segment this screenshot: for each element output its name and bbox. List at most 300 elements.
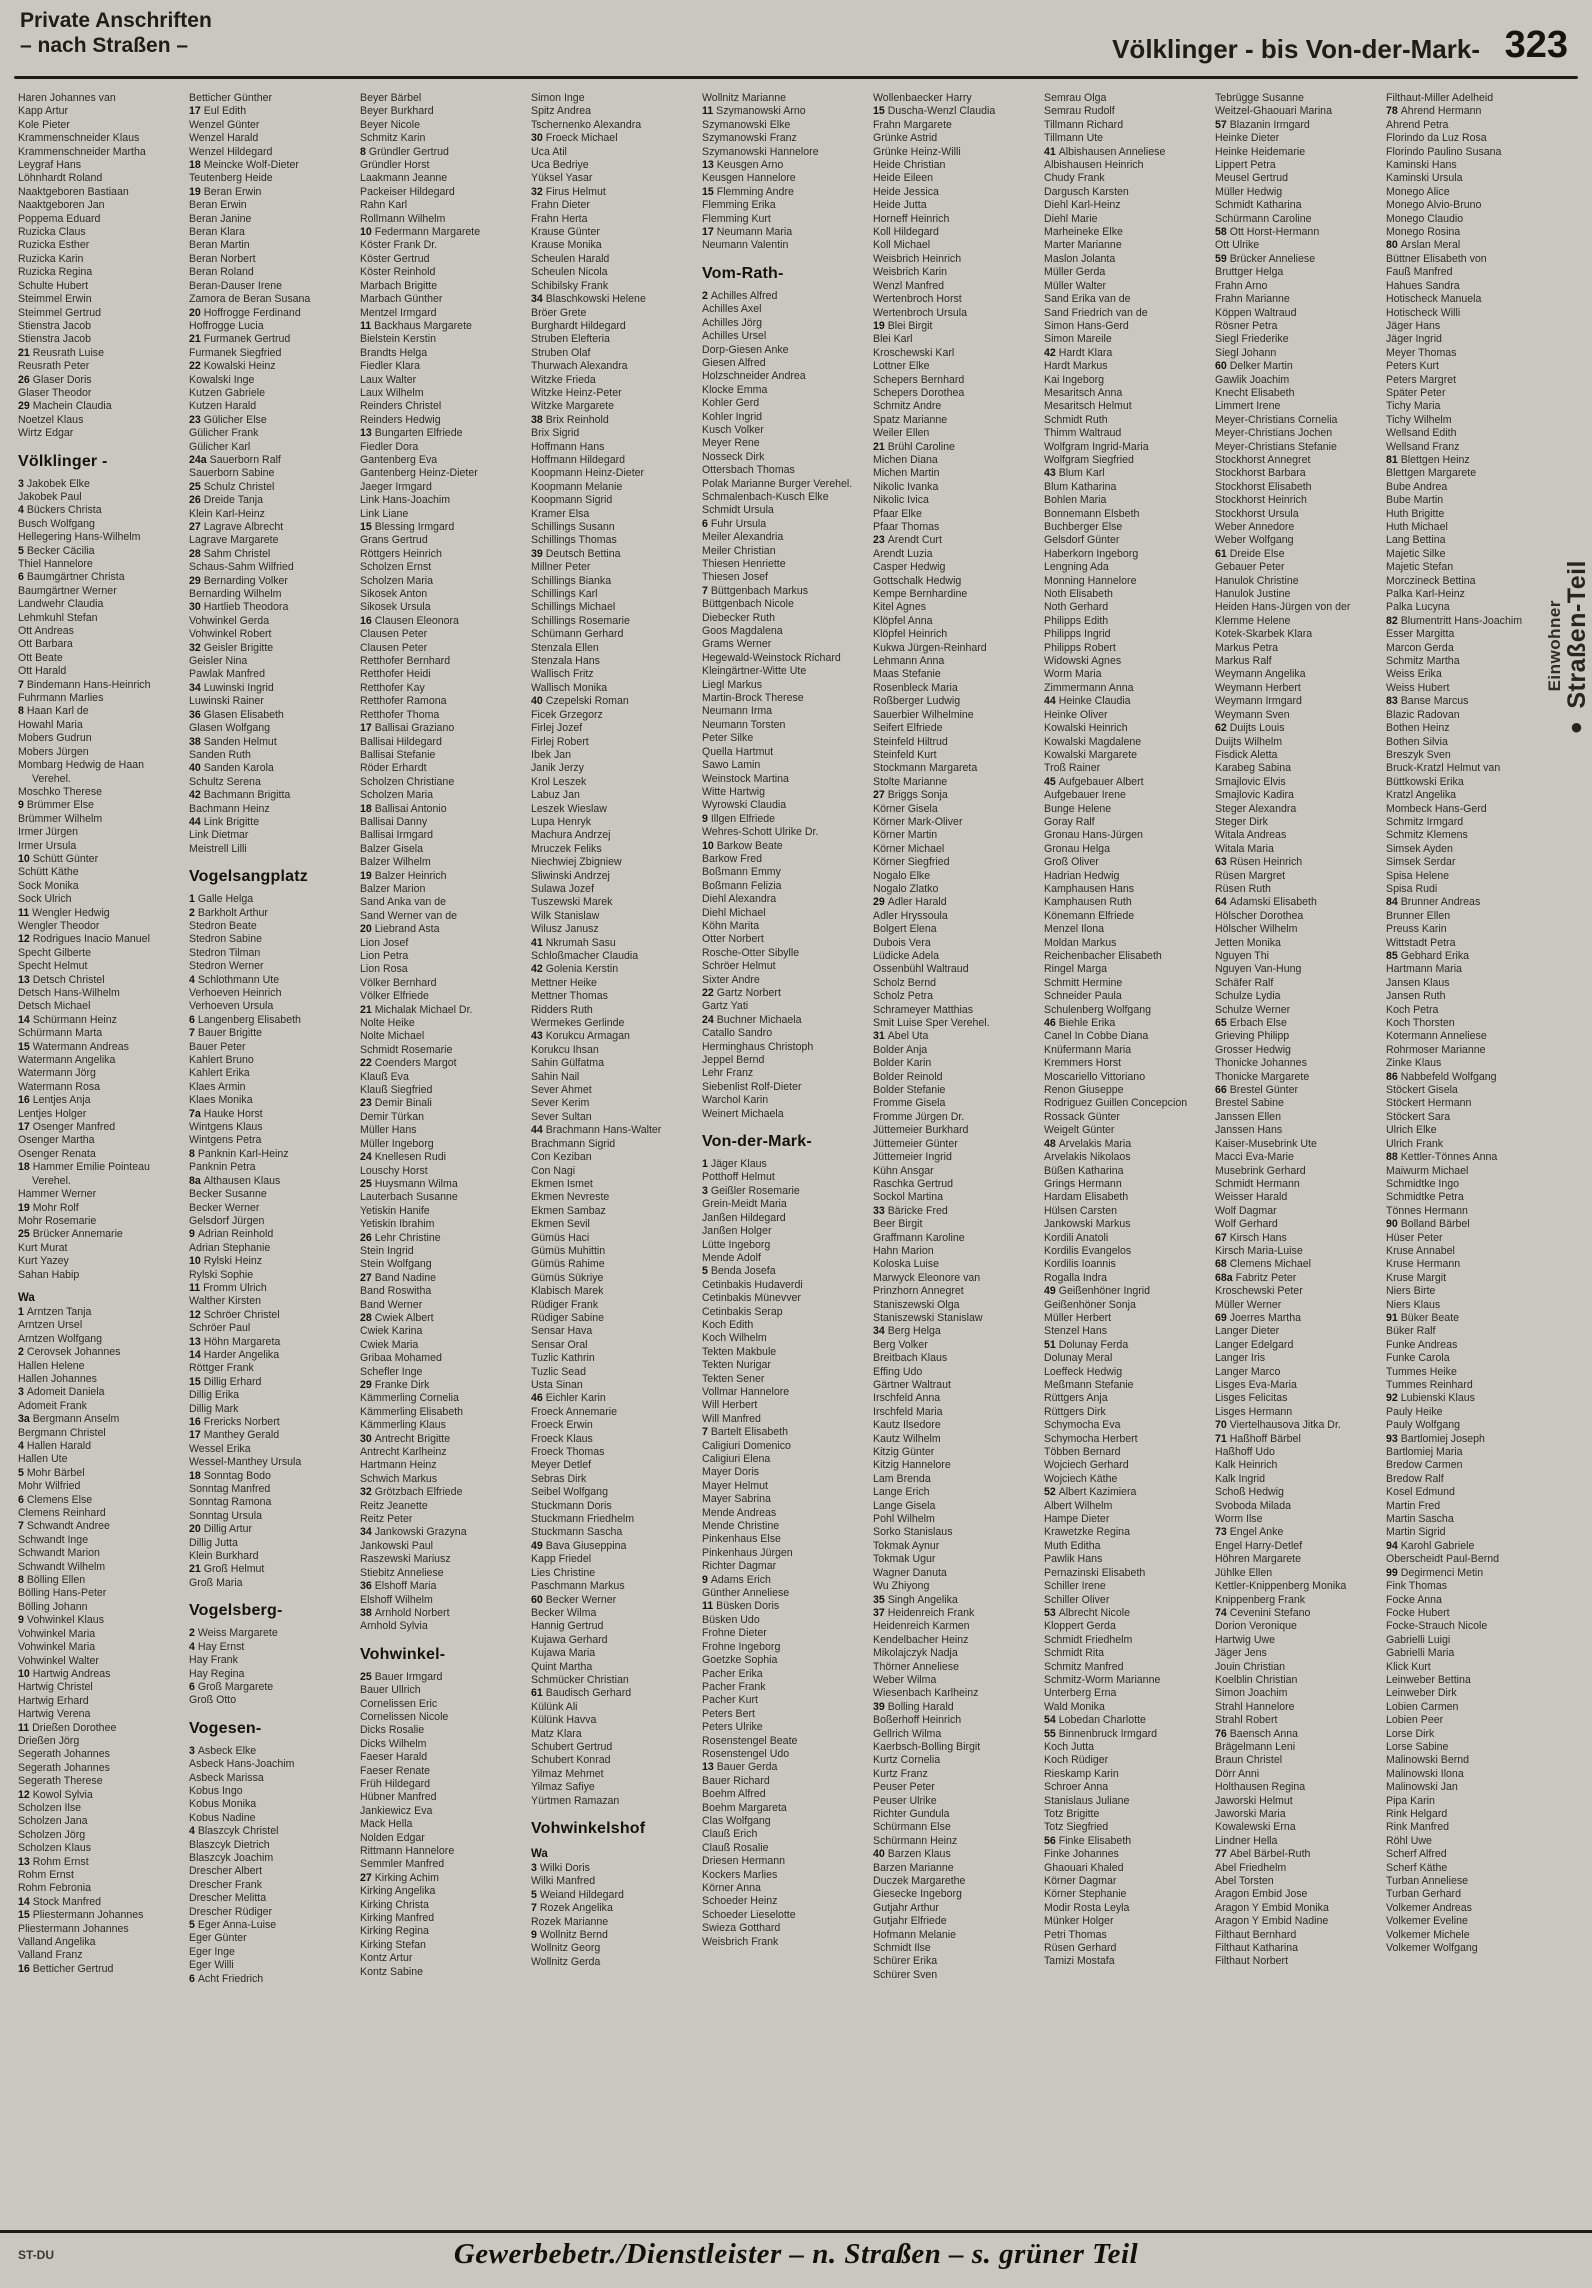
directory-entry: Körner Mark-Oliver: [873, 815, 963, 828]
directory-entry: Siegl Johann: [1215, 346, 1277, 359]
street-subheading: Wa: [531, 1848, 548, 1860]
directory-entry: Howahl Maria: [18, 718, 83, 731]
directory-entry: 73 Engel Anke: [1215, 1526, 1284, 1539]
directory-entry: Clauß Erich: [702, 1828, 758, 1841]
page-title: [20, 8, 212, 58]
directory-entry: Jansen Klaus: [1386, 976, 1450, 989]
directory-entry: Clausen Peter: [360, 628, 428, 641]
directory-entry: Wiesenbach Karlheinz: [873, 1687, 979, 1700]
directory-entry: Hoffrogge Lucia: [189, 319, 264, 332]
directory-entry: 93 Bartlomiej Joseph: [1386, 1432, 1485, 1445]
directory-entry: Koch Edith: [702, 1318, 754, 1331]
directory-entry: Cwiek Karina: [360, 1325, 423, 1338]
directory-entry: Scholzen Christiane: [360, 775, 455, 788]
directory-entry: Peters Ulrike: [702, 1721, 763, 1734]
directory-entry: Spitz Andrea: [531, 105, 592, 118]
directory-entry: Mombeck Hans-Gerd: [1386, 802, 1487, 815]
directory-entry: Reichenbacher Elisabeth: [1044, 950, 1162, 962]
directory-entry: Funke Carola: [1386, 1352, 1450, 1365]
directory-entry: Paschmann Markus: [531, 1580, 625, 1593]
directory-entry: 36 Elshoff Maria: [360, 1580, 437, 1593]
directory-entry: Seifert Elfriede: [873, 722, 943, 735]
directory-entry: Tamizi Mostafa: [1044, 1955, 1115, 1968]
directory-entry: Busch Wolfgang: [18, 517, 95, 530]
directory-entry: Funke Andreas: [1386, 1338, 1458, 1351]
directory-entry: Laux Wilhelm: [360, 386, 424, 399]
directory-entry: Schröer Helmut: [702, 960, 776, 973]
directory-entry: 13 Höhn Margareta: [189, 1335, 281, 1348]
directory-entry: Tekten Makbule: [702, 1345, 777, 1358]
directory-entry: Macci Eva-Marie: [1215, 1151, 1294, 1164]
directory-entry: Marwyck Eleonore van: [873, 1271, 981, 1284]
directory-entry: Duijts Wilhelm: [1215, 735, 1283, 748]
directory-entry: Heide Eileen: [873, 172, 934, 185]
directory-entry: Klocke Emma: [702, 383, 768, 396]
directory-entry: Balzer Wilhelm: [360, 856, 431, 869]
directory-entry: Mayer Helmut: [702, 1479, 768, 1492]
directory-entry: Weiler Ellen: [873, 427, 930, 440]
directory-entry: Hölscher Wilhelm: [1215, 923, 1298, 936]
directory-entry: Stockhorst Annegret: [1215, 453, 1311, 466]
directory-entry: Ekmen Ismet: [531, 1177, 593, 1190]
directory-entry: Beran Klara: [189, 226, 245, 239]
directory-entry: Link Liane: [360, 507, 409, 520]
directory-entry: Bielstein Kerstin: [360, 333, 436, 346]
directory-entry: Koopmann Sigrid: [531, 494, 613, 507]
directory-entry: Vollmar Hannelore: [702, 1385, 790, 1398]
directory-entry: Retthofer Ramona: [360, 695, 447, 708]
side-tab-einwohner-label: Einwohner: [1545, 600, 1564, 692]
directory-entry: Gülicher Karl: [189, 440, 251, 453]
directory-entry: Yetiskin Ibrahim: [360, 1218, 435, 1231]
directory-entry: Driesen Hermann: [702, 1855, 786, 1868]
directory-entry: Bothen Silvia: [1386, 735, 1448, 748]
directory-entry: Lehr Franz: [702, 1067, 754, 1080]
directory-entry: Wertenbroch Horst: [873, 293, 962, 306]
directory-entry: Lindner Hella: [1215, 1834, 1278, 1847]
directory-entry: Wenzel Hildegard: [189, 145, 273, 158]
directory-entry: Könemann Elfriede: [1044, 909, 1135, 922]
directory-entry: Eger Willi: [189, 1959, 234, 1972]
directory-entry: Achilles Axel: [702, 303, 762, 316]
directory-entry: Fauß Manfred: [1386, 266, 1453, 279]
directory-entry: 4 Bückers Christa: [18, 504, 102, 517]
directory-entry: 31 Abel Uta: [873, 1030, 929, 1043]
directory-entry: Koloska Luise: [873, 1258, 939, 1271]
directory-entry: 4 Hay Ernst: [189, 1640, 245, 1653]
directory-entry: Heide Christian: [873, 159, 946, 172]
directory-entry: Warchol Karin: [702, 1094, 769, 1107]
directory-entry: Schürmann Marta: [18, 1027, 103, 1040]
directory-entry: Cetinbakis Serap: [702, 1305, 783, 1318]
directory-entry: Kujawa Gerhard: [531, 1633, 608, 1646]
directory-entry: Kautz Wilhelm: [873, 1432, 941, 1445]
directory-entry: Brestel Sabine: [1215, 1097, 1284, 1110]
directory-entry: Marbach Günther: [360, 293, 443, 306]
directory-entry: Wertenbroch Ursula: [873, 306, 968, 319]
directory-entry: Sever Ahmet: [531, 1084, 592, 1097]
directory-entry: Kaiser-Musebrink Ute: [1215, 1137, 1317, 1150]
directory-entry: Volkemer Michele: [1386, 1928, 1470, 1941]
directory-entry: 27 Lagrave Albrecht: [189, 521, 284, 533]
directory-entry: Catallo Sandro: [702, 1027, 773, 1040]
directory-entry: Scherf Käthe: [1386, 1861, 1448, 1874]
directory-entry: Fiedler Dora: [360, 440, 419, 453]
directory-entry: Gellrich Wilma: [873, 1727, 942, 1740]
directory-entry: Mombarg Hedwig de Haan Verehel.: [18, 759, 145, 785]
directory-entry: 5 Becker Cäcilia: [18, 544, 95, 557]
directory-entry: Jäger Ingrid: [1386, 333, 1442, 346]
directory-entry: Bolder Reinold: [873, 1070, 943, 1083]
directory-entry: Dicks Rosalie: [360, 1724, 425, 1737]
directory-entry: Peuser Ulrike: [873, 1794, 937, 1807]
directory-entry: Witte Hartwig: [702, 785, 765, 798]
directory-entry: Rüsen Margret: [1215, 869, 1286, 882]
directory-entry: Rollmann Wilhelm: [360, 212, 446, 225]
directory-entry: Höhren Margarete: [1215, 1553, 1301, 1566]
directory-entry: Zamora de Beran Susana: [189, 293, 311, 306]
directory-entry: Clas Wolfgang: [702, 1814, 771, 1827]
directory-entry: 34 Berg Helga: [873, 1325, 941, 1338]
directory-entry: Sauerbier Wilhelmine: [873, 708, 974, 721]
directory-entry: Jouin Christian: [1215, 1660, 1286, 1673]
directory-entry: 16 Lentjes Anja: [18, 1094, 91, 1107]
directory-entry: Will Manfred: [702, 1412, 761, 1425]
directory-entry: Rieskamp Karin: [1044, 1767, 1119, 1780]
directory-entry: Lengning Ada: [1044, 561, 1109, 574]
directory-entry: Hanulok Christine: [1215, 574, 1299, 587]
directory-entry: Nolden Edgar: [360, 1831, 425, 1844]
directory-entry: Vohwinkel Robert: [189, 628, 272, 641]
directory-entry: Meyer-Christians Stefanie: [1215, 440, 1337, 453]
directory-entry: Goos Magdalena: [702, 625, 783, 638]
directory-entry: Malinowski Jan: [1386, 1781, 1458, 1794]
directory-entry: Rüdiger Frank: [531, 1298, 599, 1311]
directory-entry: Weisser Harald: [1215, 1191, 1288, 1204]
directory-entry: Kämmerling Elisabeth: [360, 1405, 464, 1418]
directory-entry: Clausen Peter: [360, 641, 428, 654]
directory-entry: Grieving Philipp: [1215, 1030, 1290, 1043]
directory-entry: Rosenbleck Maria: [873, 681, 958, 694]
directory-entry: Cetinbakis Münevver: [702, 1292, 801, 1305]
directory-entry: Schaus-Sahm Wilfried: [189, 561, 294, 574]
directory-entry: Stockmann Margareta: [873, 762, 978, 775]
directory-entry: Holzschneider Andrea: [702, 370, 806, 383]
directory-entry: Schibilsky Frank: [531, 279, 609, 292]
directory-entry: Kitel Agnes: [873, 601, 927, 614]
directory-entry: Matz Klara: [531, 1727, 582, 1740]
page-footer: [0, 2238, 1592, 2288]
directory-entry: Jüttemeier Ingrid: [873, 1151, 952, 1164]
directory-entry: Steinfeld Hiltrud: [873, 735, 948, 748]
directory-entry: Schulze Lydia: [1215, 990, 1281, 1003]
directory-entry: Wirtz Edgar: [18, 427, 74, 440]
directory-entry: Tuzlic Sead: [531, 1365, 586, 1378]
directory-entry: Ott Harald: [18, 665, 67, 678]
directory-entry: Diehl Alexandra: [702, 893, 777, 906]
directory-entry: Müller Walter: [1044, 279, 1107, 292]
directory-entry: Simsek Serdar: [1386, 856, 1456, 869]
directory-entry: Schmitz Andre: [873, 400, 942, 413]
directory-entry: Weymann Angelika: [1215, 668, 1306, 681]
directory-entry: Swieza Gotthard: [702, 1922, 781, 1935]
directory-entry: Klein Burkhard: [189, 1550, 259, 1563]
directory-entry: Monego Alice: [1386, 185, 1450, 198]
directory-entry: Wolf Gerhard: [1215, 1218, 1278, 1231]
directory-entry: Mayer Sabrina: [702, 1493, 771, 1506]
directory-entry: Arntzen Wolfgang: [18, 1332, 103, 1345]
directory-entry: 28 Cwiek Albert: [360, 1311, 434, 1324]
directory-entry: Klauß Siegfried: [360, 1084, 433, 1097]
directory-entry: Schmidtke Ingo: [1386, 1177, 1460, 1190]
directory-entry: Schürer Erika: [873, 1955, 938, 1968]
directory-entry: Pipa Karin: [1386, 1794, 1435, 1807]
directory-entry: Többen Bernard: [1044, 1446, 1121, 1459]
directory-entry: Cornelissen Eric: [360, 1697, 438, 1710]
directory-entry: Nikolic Ivica: [873, 494, 929, 507]
directory-entry: Krammenschneider Klaus: [18, 132, 140, 145]
directory-entry: Cwiek Maria: [360, 1338, 419, 1351]
directory-entry: 41 Albishausen Anneliese: [1044, 145, 1166, 158]
directory-entry: Niechwiej Zbigniew: [531, 856, 622, 869]
directory-entry: Kautz Ilsedore: [873, 1419, 941, 1432]
directory-entry: Pliestermann Johannes: [18, 1922, 129, 1935]
directory-entry: Stenzala Hans: [531, 655, 600, 668]
directory-entry: Dorp-Giesen Anke: [702, 343, 789, 356]
directory-entry: Schultz Serena: [189, 775, 261, 788]
directory-entry: Weigelt Günter: [1044, 1124, 1115, 1137]
directory-entry: Janssen Hans: [1215, 1124, 1283, 1137]
directory-column: [360, 92, 523, 2226]
directory-entry: Kosel Edmund: [1386, 1486, 1455, 1499]
directory-entry: Schürmann Caroline: [1215, 212, 1312, 225]
directory-entry: Stienstra Jacob: [18, 333, 92, 346]
directory-entry: Marheineke Elke: [1044, 226, 1123, 239]
directory-entry: Staniszewski Stanislaw: [873, 1311, 983, 1324]
directory-entry: Hannig Gertrud: [531, 1620, 604, 1633]
directory-entry: Klaes Armin: [189, 1080, 246, 1093]
directory-entry: Szymanowski Hannelore: [702, 145, 819, 158]
directory-entry: Langer Edelgard: [1215, 1338, 1294, 1351]
directory-entry: Büttkowski Erika: [1386, 775, 1464, 788]
directory-entry: Hahn Marion: [873, 1244, 934, 1257]
directory-entry: Kettler-Knippenberg Monika: [1215, 1580, 1347, 1593]
directory-entry: Arvelakis Nikolaos: [1044, 1151, 1131, 1164]
directory-entry: Kitzig Günter: [873, 1446, 935, 1459]
directory-entry: Tekten Sener: [702, 1372, 765, 1385]
directory-entry: Krause Monika: [531, 239, 602, 252]
directory-entry: Frohne Ingeborg: [702, 1640, 781, 1653]
directory-entry: 53 Albrecht Nicole: [1044, 1606, 1130, 1619]
directory-entry: Filthaut-Miller Adelheid: [1386, 92, 1494, 104]
directory-entry: Sock Ulrich: [18, 893, 72, 906]
directory-entry: Vohwinkel Maria: [18, 1627, 96, 1640]
directory-entry: Hüser Peter: [1386, 1231, 1443, 1244]
directory-entry: Köppen Waltraud: [1215, 306, 1297, 319]
directory-entry: Kalk Heinrich: [1215, 1459, 1278, 1472]
directory-entry: Volkemer Wolfgang: [1386, 1942, 1478, 1955]
directory-entry: Semrau Rudolf: [1044, 105, 1115, 118]
directory-entry: Adrian Stephanie: [189, 1241, 271, 1254]
directory-entry: Mohr Rosemarie: [18, 1214, 97, 1227]
directory-entry: Schiller Irene: [1044, 1580, 1106, 1593]
directory-entry: Weymann Sven: [1215, 708, 1290, 721]
directory-entry: Firlej Robert: [531, 735, 589, 748]
directory-entry: Simon Mareile: [1044, 333, 1112, 346]
directory-entry: Ruzicka Karin: [18, 252, 84, 265]
directory-entry: Pauly Wolfgang: [1386, 1419, 1461, 1432]
directory-entry: Ballisai Stefanie: [360, 748, 436, 761]
directory-entry: 14 Schürmann Heinz: [18, 1013, 117, 1026]
directory-entry: Hotischeck Willi: [1386, 306, 1461, 319]
directory-entry: Stiebitz Anneliese: [360, 1566, 444, 1579]
directory-entry: Früh Hildegard: [360, 1777, 431, 1790]
directory-entry: Kusch Volker: [702, 423, 764, 436]
directory-entry: Arendt Luzia: [873, 547, 933, 560]
directory-entry: 68a Fabritz Peter: [1215, 1271, 1297, 1284]
directory-entry: Rossack Günter: [1044, 1110, 1120, 1123]
directory-entry: Witzke Margarete: [531, 400, 615, 413]
directory-entry: 22 Coenders Margot: [360, 1057, 457, 1070]
directory-entry: Tummes Heike: [1386, 1365, 1457, 1378]
directory-entry: Dörr Anni: [1215, 1767, 1260, 1780]
directory-entry: Thiesen Henriette: [702, 558, 786, 570]
directory-entry: 44 Link Brigitte: [189, 815, 260, 828]
directory-entry: Schillings Karl: [531, 588, 598, 601]
directory-entry: Kroschewski Karl: [873, 346, 955, 359]
directory-entry: Wallisch Fritz: [531, 668, 594, 681]
directory-entry: Kotek-Skarbek Klara: [1215, 628, 1313, 641]
directory-entry: Stein Ingrid: [360, 1244, 414, 1257]
directory-entry: Schäfer Ralf: [1215, 976, 1274, 989]
directory-entry: Brägelmann Leni: [1215, 1740, 1296, 1753]
directory-entry: Beran Norbert: [189, 252, 256, 265]
directory-entry: Ossenbühl Waltraud: [873, 963, 969, 976]
directory-entry: Diebecker Ruth: [702, 611, 776, 624]
directory-entry: Scholz Petra: [873, 990, 934, 1003]
directory-entry: Stuckmann Doris: [531, 1499, 612, 1512]
directory-entry: Pernazinski Elisabeth: [1044, 1566, 1146, 1579]
directory-entry: Totz Brigitte: [1044, 1808, 1100, 1820]
directory-entry: Ballisai Hildegard: [360, 735, 442, 748]
directory-entry: Semrau Olga: [1044, 92, 1107, 104]
directory-entry: Langer Dieter: [1215, 1325, 1280, 1338]
directory-entry: Langer Iris: [1215, 1352, 1266, 1365]
directory-entry: Stenzel Hans: [1044, 1325, 1108, 1338]
directory-entry: 88 Kettler-Tönnes Anna: [1386, 1151, 1498, 1164]
directory-entry: Martin-Brock Therese: [702, 692, 804, 705]
directory-entry: 46 Biehle Erika: [1044, 1017, 1116, 1030]
directory-entry: 17 Ballisai Graziano: [360, 722, 455, 735]
directory-entry: Kobus Ingo: [189, 1784, 243, 1797]
directory-entry: Rüsen Ruth: [1215, 882, 1271, 895]
directory-entry: Will Herbert: [702, 1399, 758, 1412]
directory-entry: 32 Grötzbach Elfriede: [360, 1486, 463, 1499]
directory-entry: Drescher Melitta: [189, 1892, 267, 1905]
directory-entry: Schmitz-Worm Marianne: [1044, 1673, 1161, 1686]
directory-entry: 13 Bungarten Elfriede: [360, 427, 463, 440]
directory-entry: Widowski Agnes: [1044, 655, 1122, 668]
directory-entry: 11 Szymanowski Arno: [702, 105, 806, 118]
directory-entry: Richter Dagmar: [702, 1560, 777, 1573]
directory-entry: 21 Reusrath Luise: [18, 346, 104, 359]
directory-entry: 9 Illgen Elfriede: [702, 812, 776, 825]
directory-entry: Scherf Alfred: [1386, 1848, 1447, 1861]
directory-entry: Kole Pieter: [18, 118, 70, 131]
directory-entry: Hallen Ute: [18, 1453, 68, 1466]
directory-entry: Tummes Reinhard: [1386, 1379, 1473, 1391]
directory-entry: Heinke Oliver: [1044, 708, 1108, 721]
directory-entry: Raszewski Mariusz: [360, 1553, 451, 1566]
directory-entry: 38 Arnhold Norbert: [360, 1606, 450, 1619]
directory-entry: Bauer Peter: [189, 1040, 246, 1053]
directory-entry: Bölling Johann: [18, 1600, 88, 1613]
directory-entry: Fromme Gisela: [873, 1097, 946, 1110]
directory-entry: Cornelissen Nicole: [360, 1710, 449, 1723]
directory-entry: Otter Norbert: [702, 933, 764, 946]
directory-entry: Fink Thomas: [1386, 1580, 1448, 1593]
directory-entry: Thörner Anneliese: [873, 1660, 959, 1673]
directory-entry: Bernarding Wilhelm: [189, 588, 282, 601]
directory-entry: Watermann Jörg: [18, 1067, 96, 1080]
directory-entry: Frahn Marianne: [1215, 293, 1290, 306]
directory-entry: 1 Galle Helga: [189, 893, 254, 906]
directory-entry: Stockhorst Ursula: [1215, 507, 1299, 520]
directory-entry: 25 Brücker Annemarie: [18, 1228, 123, 1241]
directory-entry: Weber Wilma: [873, 1673, 937, 1686]
directory-entry: Froeck Annemarie: [531, 1405, 617, 1418]
directory-entry: Kämmerling Klaus: [360, 1419, 446, 1432]
directory-entry: Gronau Helga: [1044, 842, 1110, 855]
directory-entry: Hartwig Christel: [18, 1681, 93, 1694]
directory-entry: 15 Dillig Erhard: [189, 1375, 262, 1388]
directory-entry: Machura Andrzej: [531, 829, 611, 842]
directory-entry: Specht Helmut: [18, 960, 88, 973]
directory-entry: Burghardt Hildegard: [531, 319, 626, 332]
directory-entry: Worm Maria: [1044, 668, 1102, 681]
directory-entry: Ekmen Nevreste: [531, 1191, 610, 1204]
directory-entry: Klaes Monika: [189, 1094, 253, 1107]
directory-entry: 36 Glasen Elisabeth: [189, 708, 284, 721]
directory-entry: Schulze Werner: [1215, 1003, 1291, 1016]
directory-entry: Kordili Anatoli: [1044, 1231, 1109, 1244]
directory-entry: 13 Bauer Gerda: [702, 1761, 778, 1774]
directory-entry: Janßen Hildegard: [702, 1211, 786, 1224]
directory-entry: Turban Anneliese: [1386, 1875, 1469, 1888]
directory-entry: Giesen Alfred: [702, 356, 766, 369]
directory-entry: Lobien Peer: [1386, 1714, 1444, 1727]
directory-entry: Grings Hermann: [1044, 1177, 1122, 1190]
directory-entry: Smajlovic Kadira: [1215, 789, 1294, 802]
directory-entry: Weisbrich Frank: [702, 1935, 779, 1948]
directory-entry: 15 Blessing Irmgard: [360, 521, 455, 533]
directory-entry: Haberkorn Ingeborg: [1044, 547, 1139, 560]
directory-entry: Sensar Hava: [531, 1325, 593, 1338]
directory-entry: Peuser Peter: [873, 1781, 935, 1794]
directory-entry: Lorse Sabine: [1386, 1740, 1449, 1753]
directory-entry: Drescher Albert: [189, 1865, 263, 1878]
street-heading: Vohwinkelshof: [531, 1820, 646, 1837]
directory-entry: Steger Dirk: [1215, 815, 1268, 828]
directory-entry: Lagrave Margarete: [189, 534, 279, 547]
directory-entry: 1 Arntzen Tanja: [18, 1305, 92, 1318]
directory-entry: Kroschewski Peter: [1215, 1285, 1303, 1298]
directory-entry: 35 Singh Angelika: [873, 1593, 958, 1606]
directory-entry: Spisa Helene: [1386, 869, 1450, 882]
directory-entry: Steger Alexandra: [1215, 802, 1297, 815]
directory-entry: Wyrowski Claudia: [702, 799, 787, 812]
directory-entry: Dorion Veronique: [1215, 1620, 1297, 1633]
